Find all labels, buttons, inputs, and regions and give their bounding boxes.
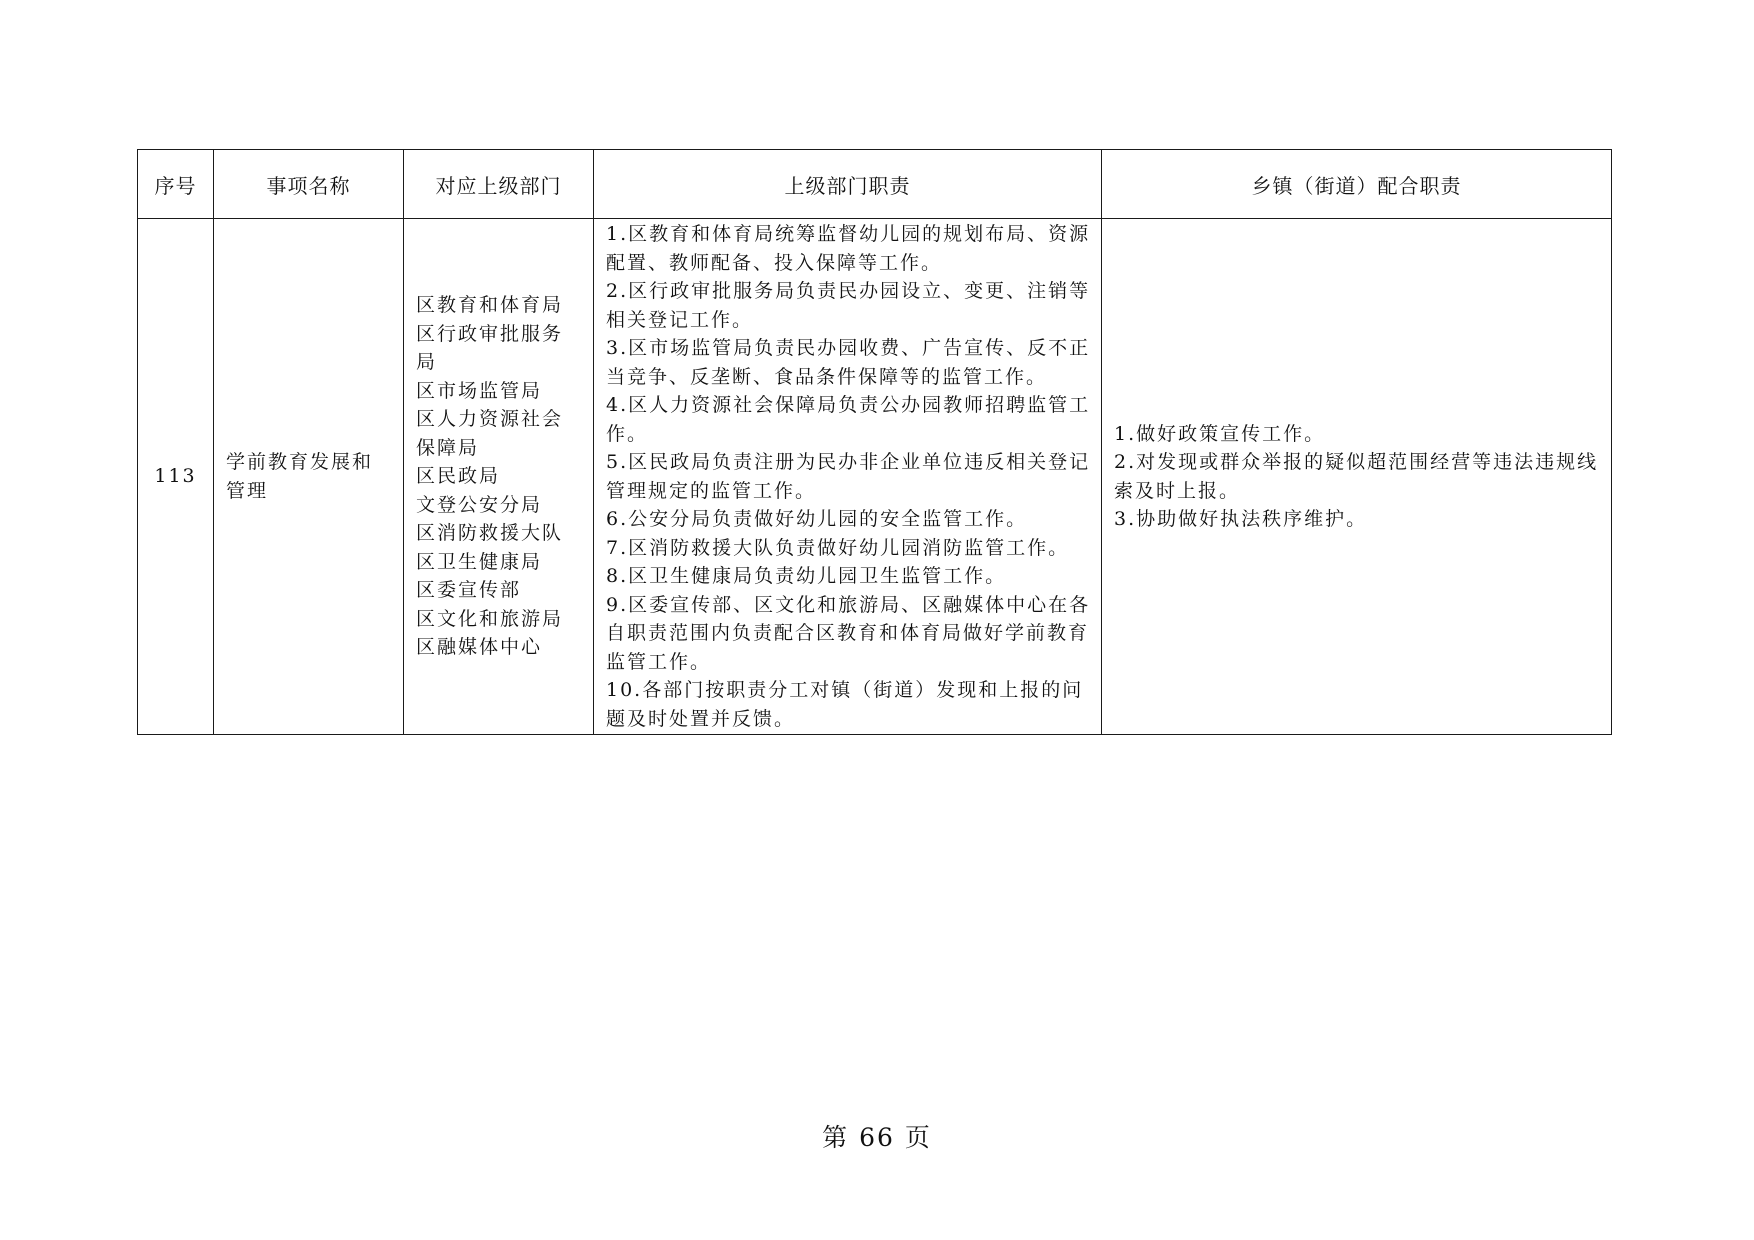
duty-list [606,220,1091,733]
duty-item: 7.区消防救援大队负责做好幼儿园消防监管工作。 [606,536,1070,559]
table-row [138,219,1612,735]
header-duties: 上级部门职责 [594,150,1102,219]
department-item: 文登公安分局 [416,493,543,516]
department-item: 区消防救援大队 [416,522,564,545]
department-item: 区融媒体中心 [416,636,543,659]
department-item: 区人力资源社会保障局 [416,408,564,459]
department-item: 区卫生健康局 [416,550,543,573]
row-cooperation-cell [1102,219,1612,735]
duty-item: 9.区委宣传部、区文化和旅游局、区融媒体中心在各自职责范围内负责配合区教育和体育局做好学前教育监管工作。 [606,593,1091,673]
header-departments: 对应上级部门 [404,150,594,219]
row-item-name: 学前教育发展和管理 [226,451,374,502]
row-number: 113 [138,219,214,735]
duty-item: 2.区行政审批服务局负责民办园设立、变更、注销等相关登记工作。 [606,280,1091,331]
department-item: 区文化和旅游局 [416,607,564,630]
page-number: 第 66 页 [822,1123,932,1152]
header-cooperation: 乡镇（街道）配合职责 [1102,150,1612,219]
row-duties-cell [594,219,1102,735]
duty-item: 3.区市场监管局负责民办园收费、广告宣传、反不正当竞争、反垄断、食品条件保障等的监管工作。 [606,337,1091,388]
department-list [416,291,583,662]
department-item: 区教育和体育局 [416,294,564,317]
department-item: 区民政局 [416,465,501,488]
cooperation-list [1114,420,1601,534]
row-departments-cell [404,219,594,735]
department-item: 区委宣传部 [416,579,522,602]
duty-item: 1.区教育和体育局统筹监督幼儿园的规划布局、资源配置、教师配备、投入保障等工作。 [606,223,1091,274]
department-item: 区行政审批服务局 [416,322,564,374]
duty-item: 6.公安分局负责做好幼儿园的安全监管工作。 [606,508,1028,530]
cooperation-item: 3.协助做好执法秩序维护。 [1114,508,1368,530]
department-item: 区市场监管局 [416,379,543,402]
duty-item: 8.区卫生健康局负责幼儿园卫生监管工作。 [606,565,1007,587]
cooperation-item: 1.做好政策宣传工作。 [1114,422,1326,445]
table-header-row [138,150,1612,219]
duty-item: 10.各部门按职责分工对镇（街道）发现和上报的问题及时处置并反馈。 [606,679,1084,730]
header-number: 序号 [138,150,214,219]
header-item-name: 事项名称 [214,150,404,219]
duty-item: 5.区民政局负责注册为民办非企业单位违反相关登记管理规定的监管工作。 [606,451,1091,502]
cooperation-item: 2.对发现或群众举报的疑似超范围经营等违法违规线索及时上报。 [1114,451,1599,502]
duty-item: 4.区人力资源社会保障局负责公办园教师招聘监管工作。 [606,394,1091,445]
responsibility-table [137,149,1612,735]
row-item-name-cell [214,219,404,735]
